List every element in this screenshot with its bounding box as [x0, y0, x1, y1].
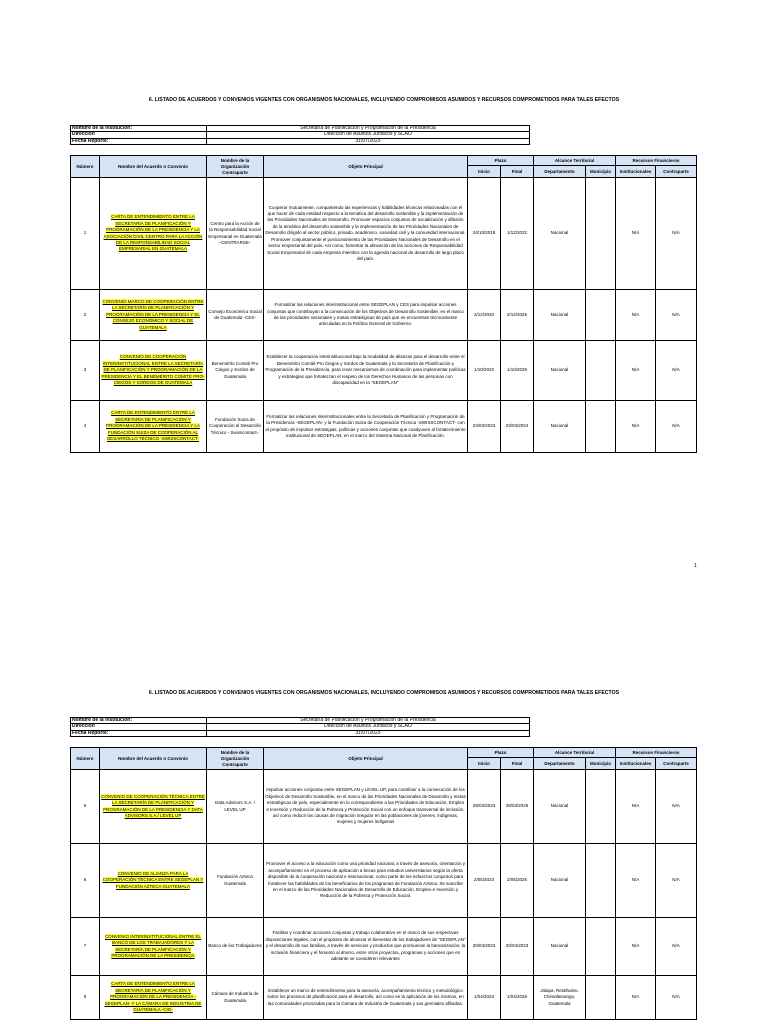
- start-date: 1/10/2022: [468, 341, 501, 401]
- header-organizacion: Nombre de la Organización Contraparte: [207, 748, 264, 770]
- end-date: 28/03/2025: [501, 770, 534, 844]
- counterpart-organization: Fundación Suiza de Cooperación al Desarrollo Técnico - Swisscontact-.: [207, 401, 264, 453]
- municipality: [586, 918, 616, 976]
- institutional-resources: N/A: [616, 290, 656, 341]
- header-numero: Número: [71, 748, 100, 770]
- header-alcance: Alcance Territorial: [534, 748, 616, 758]
- header-contraparte: Contraparte: [656, 166, 697, 178]
- department: Nacional: [534, 401, 586, 453]
- start-date: 2/05/2023: [468, 844, 501, 918]
- header-recursos: Recursos Financieros: [616, 748, 697, 758]
- report-date-label: Fecha Reporte:: [71, 138, 207, 144]
- table-row: [71, 341, 697, 401]
- main-objective: Formalizar las relaciones interinstitucional entre SEGEPLAN y CES para impulsar acciones conjuntas que contribuyan a la consecución de los Objetivos de Desarrollo Sostenible, en el marco de las prioridades nacionales y metas estratégicas de país que se encuentran técnicamente articuladas en la Política General de Gobierno.: [264, 290, 468, 341]
- institutional-resources: N/A: [616, 178, 656, 290]
- header-recursos: Recursos Financieros: [616, 156, 697, 166]
- start-date: 2/12/2020: [468, 290, 501, 341]
- end-date: 2/12/2025: [501, 290, 534, 341]
- department: Nacional: [534, 918, 586, 976]
- header-numero: Número: [71, 156, 100, 178]
- header-departamento: Departamento: [534, 166, 586, 178]
- institutional-resources: N/A: [616, 976, 656, 1020]
- municipality: [586, 178, 616, 290]
- counterpart-resources: N/A: [656, 401, 697, 453]
- agreement-name: CONVENIO MARCO DE COOPERACIÓN ENTRE LA SECRETARÍA DE PLANIFICACIÓN Y PROGRAMACIÓN DE LA PRESIDENCIA Y EL CONSEJO ECONÓMICO Y SOCIAL DE GUATEMALA: [100, 290, 207, 341]
- table-row: [71, 918, 697, 976]
- counterpart-organization: Centro para la Acción de la Responsabilidad Social Empresarial en Guatemala -CENTRARSE-: [207, 178, 264, 290]
- start-date: 24/10/2018: [468, 178, 501, 290]
- agreements-table: [70, 747, 697, 1020]
- institution-info-table: [70, 125, 530, 145]
- table-row: [71, 770, 697, 844]
- institution-info-table: [70, 717, 530, 737]
- header-contraparte: Contraparte: [656, 758, 697, 770]
- institution-value: Secretaría de Planificación y Programación de la Presidencia: [207, 718, 530, 724]
- counterpart-resources: N/A: [656, 844, 697, 918]
- institutional-resources: N/A: [616, 341, 656, 401]
- municipality: [586, 341, 616, 401]
- institution-label: Nombre de la Institución:: [71, 718, 207, 724]
- header-inicio: Inicio: [468, 166, 501, 178]
- counterpart-resources: N/A: [656, 290, 697, 341]
- header-nombre: Nombre del Acuerdo o Convenio: [100, 748, 207, 770]
- agreement-name: CONVENIO INTERINSTITUCIONAL ENTRE EL BANCO DE LOS TRABAJADORES Y LA SECRETARÍA DE PLANIFICACIÓN Y PROGRAMACIÓN DE LA PRESIDENCIA: [100, 918, 207, 976]
- page-number: 1: [694, 563, 697, 569]
- table-row: [71, 290, 697, 341]
- municipality: [586, 976, 616, 1020]
- table-row: [71, 401, 697, 453]
- report-date-label: Fecha Reporte:: [71, 730, 207, 736]
- row-number: 7: [71, 918, 100, 976]
- department: Nacional: [534, 770, 586, 844]
- agreement-name: CONVENIO DE ALIANZA PARA LA COOPERACIÓN TÉCNICA ENTRE SEGEPLAN Y FUNDACIÓN AZTECA GUATEMALA: [100, 844, 207, 918]
- municipality: [586, 290, 616, 341]
- counterpart-resources: N/A: [656, 770, 697, 844]
- counterpart-organization: Cámara de Industria de Guatemala: [207, 976, 264, 1020]
- header-final: Final: [501, 758, 534, 770]
- row-number: 2: [71, 290, 100, 341]
- counterpart-resources: N/A: [656, 918, 697, 976]
- institutional-resources: N/A: [616, 770, 656, 844]
- main-objective: Impulsar acciones conjuntas entre SEGEPLAN y LEVEL UP, para contribuir a la consecución de los Objetivos de Desarrollo Sostenible, en el marco de las Prioridades Nacionales de Desarrollo y metas estratégicas de país, especialmente en lo correspondiente a las Prioridades de Educación, Empleo e Inversión y Reducción de la Pobreza y Protección Social con un enfoque transversal de inclusión, así como reducir las causas de migración irregular en las poblaciones de jóvenes, indígenas, mujeres y mujeres indígenas: [264, 770, 468, 844]
- end-date: 1/04/2026: [501, 976, 534, 1020]
- header-institucionales: Institucionales: [616, 758, 656, 770]
- end-date: 23/03/2024: [501, 401, 534, 453]
- municipality: [586, 844, 616, 918]
- institution-label: Nombre de la Institución:: [71, 126, 207, 132]
- main-objective: Facilitar y coordinar acciones conjuntas y trabajo colaborativo en el marco de sus respectivas disposiciones legales, con el propósito de alcanzar el bienestar de los trabajadores de "SEGEPLAN" y el desarrollo de sus familias, a través de servicios y productos que promuevan la bancarización, la inclusión financiera y el fomento al ahorro, entre otros proyectos, programas y acciones que en adelante se consideren relevantes: [264, 918, 468, 976]
- start-date: 20/04/2023: [468, 918, 501, 976]
- counterpart-resources: N/A: [656, 178, 697, 290]
- page-title: 6. LISTADO DE ACUERDOS Y CONVENIOS VIGENTES CON ORGANISMOS NACIONALES, INCLUYENDO COMPROMISOS ASUMIDOS Y RECURSOS COMPROMETIDOS PARA TALES EFECTOS: [148, 690, 620, 696]
- end-date: 1/10/2026: [501, 341, 534, 401]
- start-date: 1/04/2023: [468, 976, 501, 1020]
- counterpart-organization: Benemérito Comité Pro Ciegos y Sordos de Guatemala: [207, 341, 264, 401]
- counterpart-organization: Banco de los Trabajadores: [207, 918, 264, 976]
- main-objective: Cooperar mutuamente, compartiendo las experiencias y habilidades técnicas relacionadas con el que hacer de cada entidad respecto a la temática del desarrollo sostenible y la implementación de las Prioridades Nacionales de Desarrollo. Promover espacios conjuntos de socialización y difusión de la temática del desarrollo sostenible y la implementación de las Prioridades Nacionales de Desarrollo dirigido al sector público, privado, académico, sociedad civil y la comunidad internacional. Promover conjuntamente el posicionamiento de las Prioridades Nacionales de Desarrollo en el sector empresarial del país. Así como, fomentar la alineación de las acciones de Responsabilidad Social Empresarial de cada empresa miembro con la agenda nacional de desarrollo de largo plazo del país.: [264, 178, 468, 290]
- row-number: 1: [71, 178, 100, 290]
- department: Jalapa, Retalhuleu, Chimaltenango, Guatemala: [534, 976, 586, 1020]
- direction-value: Dirección de Asuntos Jurídicos y SCAO: [207, 724, 530, 730]
- counterpart-organization: Data Advisors S.A. / LEVEL UP: [207, 770, 264, 844]
- agreement-name: CARTA DE ENTENDIMIENTO ENTRE LA SECRETARÍA DE PLANIFICACIÓN Y PROGRAMACIÓN DE LA PRESIDENCIA Y LA FUNDACIÓN SUIZA DE COOPERACIÓN AL DESARROLLO TÉCNICO -SWISSCONTACT-: [100, 401, 207, 453]
- direction-value: Dirección de Asuntos Jurídicos y SCAO: [207, 132, 530, 138]
- row-number: 4: [71, 401, 100, 453]
- report-date-value: 31/07/2023: [207, 730, 530, 736]
- header-departamento: Departamento: [534, 758, 586, 770]
- institutional-resources: N/A: [616, 844, 656, 918]
- direction-label: Dirección: [71, 132, 207, 138]
- header-municipio: Municipio: [586, 166, 616, 178]
- department: Nacional: [534, 178, 586, 290]
- counterpart-resources: N/A: [656, 976, 697, 1020]
- department: Nacional: [534, 341, 586, 401]
- end-date: 20/04/2023: [501, 918, 534, 976]
- agreement-name: CARTA DE ENTENDIMIENTO ENTRE LA SECRETARÍA DE PLANIFICACIÓN Y PROGRAMACIÓN DE LA PRESIDENCIA Y LA ASOCIACIÓN CIVIL CENTRO PARA LA ACCIÓN DE LA RESPONSABILIDAD SOCIAL EMPRESARIAL EN GUATEMALA: [100, 178, 207, 290]
- municipality: [586, 770, 616, 844]
- row-number: 6: [71, 844, 100, 918]
- row-number: 3: [71, 341, 100, 401]
- header-plazo: Plazo: [468, 156, 534, 166]
- row-number: 8: [71, 976, 100, 1020]
- header-plazo: Plazo: [468, 748, 534, 758]
- counterpart-organization: Fundación Azteca Guatemala: [207, 844, 264, 918]
- institutional-resources: N/A: [616, 401, 656, 453]
- direction-label: Dirección: [71, 724, 207, 730]
- main-objective: Establecer la cooperación interinstitucional bajo la modalidad de alianzas para el desarrollo entre el Benemérito Comité Pro Ciegos y Sordos de Guatemala y la Secretaría de Planificación y Programación de la Presidencia, para crear mecanismos de coordinación para implementar políticas y estrategias que fortalezcan el respeto de los Derechos Humanos de las personas con discapacidad en la "SEGEPLAN": [264, 341, 468, 401]
- header-final: Final: [501, 166, 534, 178]
- header-objeto: Objeto Principal: [264, 156, 468, 178]
- header-organizacion: Nombre de la Organización Contraparte: [207, 156, 264, 178]
- agreement-name: CARTA DE ENTENDIMIENTO ENTRE LA SECRETARÍA DE PLANIFICACIÓN Y PROGRAMACIÓN DE LA PRESIDENCIA - SEGEPLAN- Y LA CÁMARA DE INDUSTRIA DE GUATEMALA -CIG-: [100, 976, 207, 1020]
- page-title: 6. LISTADO DE ACUERDOS Y CONVENIOS VIGENTES CON ORGANISMOS NACIONALES, INCLUYENDO COMPROMISOS ASUMIDOS Y RECURSOS COMPROMETIDOS PARA TALES EFECTOS: [148, 97, 620, 103]
- header-alcance: Alcance Territorial: [534, 156, 616, 166]
- table-row: [71, 844, 697, 918]
- end-date: 1/12/2032: [501, 178, 534, 290]
- report-date-value: 31/07/2023: [207, 138, 530, 144]
- start-date: 28/03/2023: [468, 770, 501, 844]
- header-institucionales: Institucionales: [616, 166, 656, 178]
- header-objeto: Objeto Principal: [264, 748, 468, 770]
- main-objective: Establecer un marco de entendimiento para la asesoría, acompañamiento técnico y metodológico sobre los procesos de planificación para el desarrollo, así como en la aplicación de los mismos, en las comunidades priorizadas para la Cámara de Industria de Guatemala y sus gremiales afiliadas.: [264, 976, 468, 1020]
- table-row: [71, 976, 697, 1020]
- agreement-name: CONVENIO DE COOPERACIÓN TÉCNICA ENTRE LA SECRETARÍA DE PLANIFICACIÓN Y PROGRAMACIÓN DE LA PRESIDENCIA Y DATA ADVISORS S.A./ LEVEL UP: [100, 770, 207, 844]
- table-row: [71, 178, 697, 290]
- start-date: 23/03/2023: [468, 401, 501, 453]
- agreements-table: [70, 155, 697, 453]
- end-date: 2/05/2026: [501, 844, 534, 918]
- agreement-name: CONVENIO DE COOPERACIÓN INTERINSTITUCIONAL ENTRE LA SECRETARÍA DE PLANIFICACIÓN Y PROGRAMACIÓN DE LA PRESIDENCIA Y EL BENEMÉRITO COMITÉ PRO-CIEGOS Y SORDOS DE GUATEMALA: [100, 341, 207, 401]
- department: Nacional: [534, 290, 586, 341]
- header-inicio: Inicio: [468, 758, 501, 770]
- main-objective: Formalizar las relaciones interinstitucionales entre la Secretaría de Planificación y Programación de la Presidencia -SEGEPLAN- y la Fundación Suiza de Cooperación Técnica -SWISSCONTACT- con el propósito de impulsar estrategias, políticas y acciones conjuntas que coadyuven al fortalecimiento institucional de SEGEPLAN, en el marco del Sistema Nacional de Planificación.: [264, 401, 468, 453]
- main-objective: Promover el acceso a la educación como una prioridad nacional, a través de asesoría, orientación y acompañamiento en el proceso de aplicación a becas para estudios universitarios según la oferta disponible de la cooperación nacional e internacional, como parte de los esfuerzos conjuntos para fortalecer las habilidades de los beneficiarios de los programas de Fundación Azteca. Se suscribe en el marco de las Prioridades Nacionales de Desarrollo de Educación, Empleo e Inversión y Reducción de la Pobreza y Protección Social.: [264, 844, 468, 918]
- counterpart-resources: N/A: [656, 341, 697, 401]
- counterpart-organization: Consejo Económico Social de Guatemala -CES-: [207, 290, 264, 341]
- department: Nacional: [534, 844, 586, 918]
- header-municipio: Municipio: [586, 758, 616, 770]
- header-nombre: Nombre del Acuerdo o Convenio: [100, 156, 207, 178]
- institutional-resources: N/A: [616, 918, 656, 976]
- row-number: 5: [71, 770, 100, 844]
- institution-value: Secretaría de Planificación y Programación de la Presidencia: [207, 126, 530, 132]
- municipality: [586, 401, 616, 453]
